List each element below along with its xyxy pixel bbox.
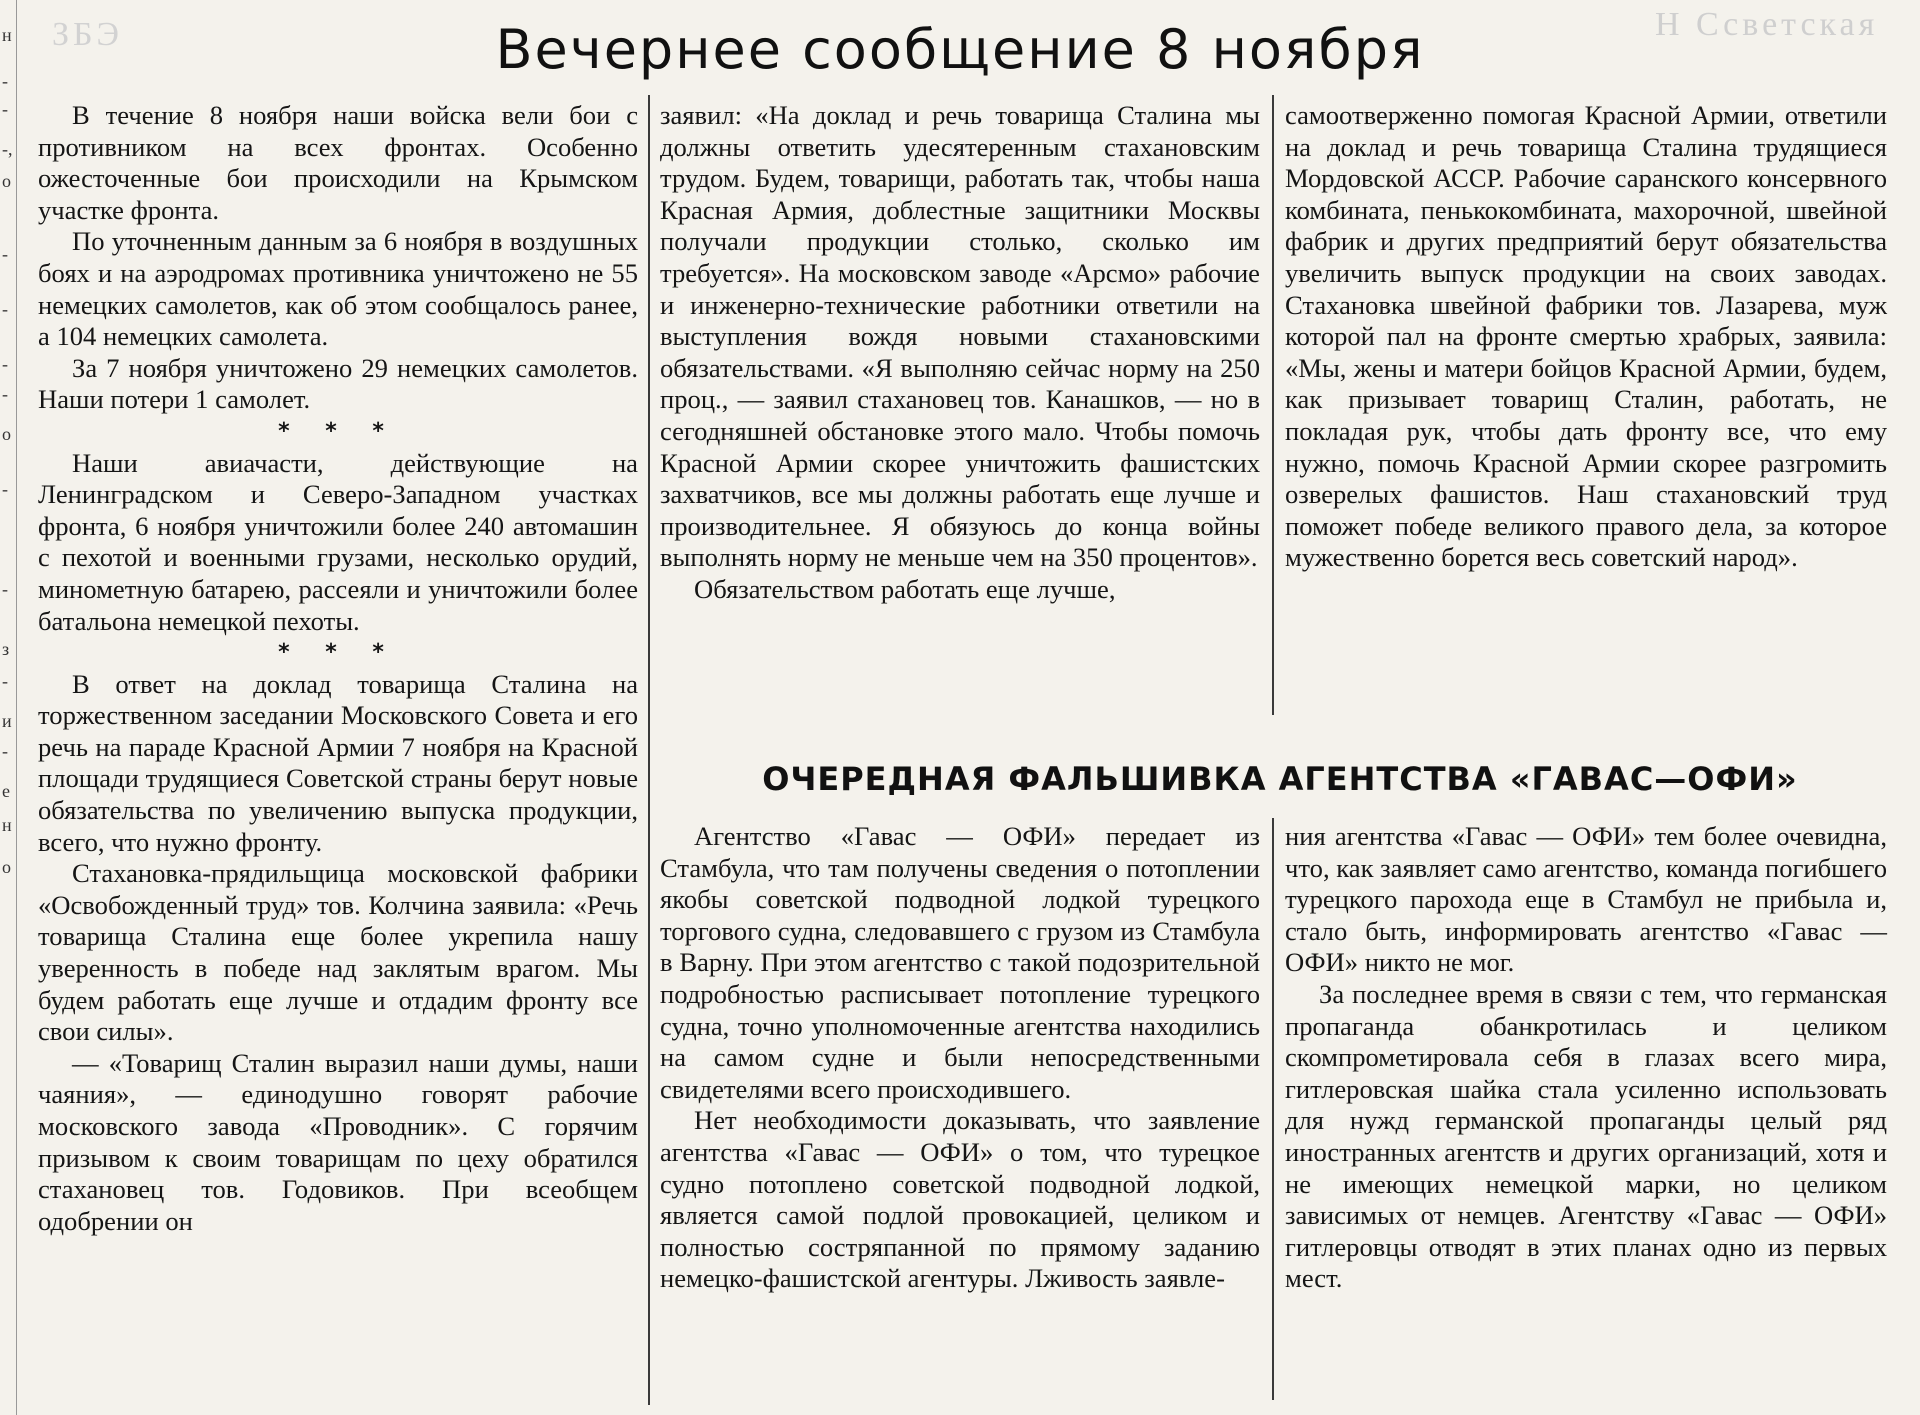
paragraph: В течение 8 ноября наши войска вели бои с противником на всех фронтах. Особенно ожесточенные бои происходили на Крымском участке фронта. [38, 100, 638, 225]
column-rule [1272, 95, 1274, 715]
left-edge-clipped-column [0, 0, 14, 1415]
column-rule [1272, 818, 1274, 1400]
headline: Вечернее сообщение 8 ноября [495, 18, 1425, 81]
bleed-through-text: Н Ссветская [1655, 6, 1879, 43]
edge-glyph: - [2, 741, 8, 761]
edge-glyph: - [2, 99, 8, 119]
edge-glyph: -, [2, 139, 13, 159]
edge-glyph: - [2, 71, 8, 91]
edge-glyph: - [2, 579, 8, 599]
edge-glyph: - [2, 244, 8, 264]
paragraph: По уточненным данным за 6 ноября в воздушных боях и на аэродромах противника уничтожено не 55 немецких самолетов, как об этом сообщалось ранее, а 104 немецких самолета. [38, 226, 638, 352]
column-rule [648, 95, 650, 1405]
edge-glyph: е [2, 781, 10, 801]
paragraph: Нет необходимости доказывать, что заявление агентства «Гавас — ОФИ» о том, что турецкое судно потоплено советской подводной лодкой, является самой подлой провокацией, целиком и полностью состряпанной по прямому заданию немецко-фашистской агентуры. Лживость заявле- [660, 1105, 1260, 1294]
article-column-3 [1285, 100, 1887, 574]
section-separator: * * * [278, 640, 398, 666]
paragraph: — «Товарищ Сталин выразил наши думы, наши чаяния», — единодушно говорят рабочие московского завода «Проводник». С горячим призывом к своим товарищам по цеху обратился стахановец тов. Годовиков. При всеобщем одобрении он [38, 1047, 638, 1236]
article-column-5 [1285, 821, 1887, 1295]
edge-glyph: о [2, 171, 11, 191]
paragraph: В ответ на доклад товарища Сталина на торжественном заседании Московского Совета и его речь на параде Красной Армии 7 ноября на Красной площади трудящиеся Советской страны берут новые обязательства по увеличению выпуска продукции, всего, что нужно фронту. [38, 668, 638, 857]
edge-glyph: о [2, 857, 11, 877]
article-column-1 [38, 100, 638, 1237]
edge-glyph: н [2, 815, 12, 835]
paragraph: За последнее время в связи с тем, что германская пропаганда обанкротилась и целиком скомпрометировала себя в глазах всего мира, гитлеровская шайка стала усиленно использовать для нужд германской пропаганды целый ряд иностранных агентств и других организаций, хотя и не имеющих немецкой марки, но целиком зависимых от немцев. Агентству «Гавас — ОФИ» гитлеровцы отводят в этих планах одно из первых мест. [1285, 978, 1887, 1294]
edge-glyph: - [2, 299, 8, 319]
edge-glyph: - [2, 354, 8, 374]
paragraph: Стахановка-прядильщица московской фабрики «Освобожденный труд» тов. Колчина заявила: «Речь товарища Сталина еще более укрепила нашу уверенность в победе над заклятым врагом. Мы будем работать еще лучше и отдадим фронту все свои силы». [38, 858, 638, 1047]
section-separator: * * * [278, 418, 398, 444]
subheadline: ОЧЕРЕДНАЯ ФАЛЬШИВКА АГЕНТСТВА «ГАВАС—ОФИ» [762, 760, 1798, 798]
edge-glyph: - [2, 384, 8, 404]
paragraph: самоотверженно помогая Красной Армии, ответили на доклад и речь товарища Сталина трудящиеся Мордовской АССР. Рабочие саранского консервного комбината, пенькокомбината, махорочной, швейной фабрик и других предприятий берут обязательства увеличить выпуск продукции на своих заводах. Стахановка швейной фабрики тов. Лазарева, муж которой пал на фронте смертью храбрых, заявила: «Мы, жены и матери бойцов Красной Армии, будем, как призывает товарищ Сталин, работать, не покладая рук, чтобы дать фронту все, что ему нужно, помочь Красной Армии скорее разгромить озверелых фашистов. Наш стахановский труд поможет победе великого правого дела, за которое мужественно борется весь советский народ». [1285, 100, 1887, 573]
edge-glyph: з [2, 639, 10, 659]
paragraph: Обязательством работать еще лучше, [694, 573, 1116, 604]
paragraph: Агентство «Гавас — ОФИ» передает из Стамбула, что там получены сведения о потоплении якобы советской подводной лодкой турецкого торгового судна, следовавшего с грузом из Стамбула в Варну. При этом агентство с такой подозрительной подробностью расписывает потопление турецкого судна, точно уполномоченные агентства находились на самом судне и были непосредственными свидетелями всего происходившего. [660, 821, 1260, 1104]
article-column-2 [660, 100, 1260, 606]
edge-glyph: н [2, 25, 12, 45]
edge-glyph: - [2, 671, 8, 691]
edge-glyph: и [2, 711, 12, 731]
edge-glyph: о [2, 424, 11, 444]
bleed-through-text: ЗБЭ [52, 16, 124, 53]
paragraph: ния агентства «Гавас — ОФИ» тем более очевидна, что, как заявляет само агентство, команда погибшего турецкого парохода еще в Стамбул не прибыла и, стало быть, информировать агентство «Гавас — ОФИ» никто не мог. [1285, 821, 1887, 978]
edge-glyph: - [2, 479, 8, 499]
paragraph: заявил: «На доклад и речь товарища Сталина мы должны ответить удесятеренным стахановским трудом. Будем, товарищи, работать так, чтобы наша Красная Армия, доблестные защитники Москвы получали продукции столько, сколько им требуется». На московском заводе «Арсмо» рабочие и инженерно-технические работники ответили на выступления вождя новыми стахановскими обязательствами. «Я выполняю сейчас норму на 250 проц., — заявил стахановец тов. Канашков, — но в сегодняшней обстановке этого мало. Чтобы помочь Красной Армии скорее уничтожить фашистских захватчиков, все мы должны работать еще лучше и производительнее. Я обязуюсь до конца войны выполнять норму не меньше чем на 350 процентов». [660, 100, 1260, 573]
edge-rule [16, 0, 17, 1415]
article-column-4 [660, 821, 1260, 1295]
paragraph: Наши авиачасти, действующие на Ленинградском и Северо-Западном участках фронта, 6 ноября уничтожили более 240 автомашин с пехотой и военными грузами, несколько орудий, минометную батарею, рассеяли и уничтожили более батальона немецкой пехоты. [38, 447, 638, 636]
paragraph: За 7 ноября уничтожено 29 немецких самолетов. Наши потери 1 самолет. [38, 352, 638, 415]
